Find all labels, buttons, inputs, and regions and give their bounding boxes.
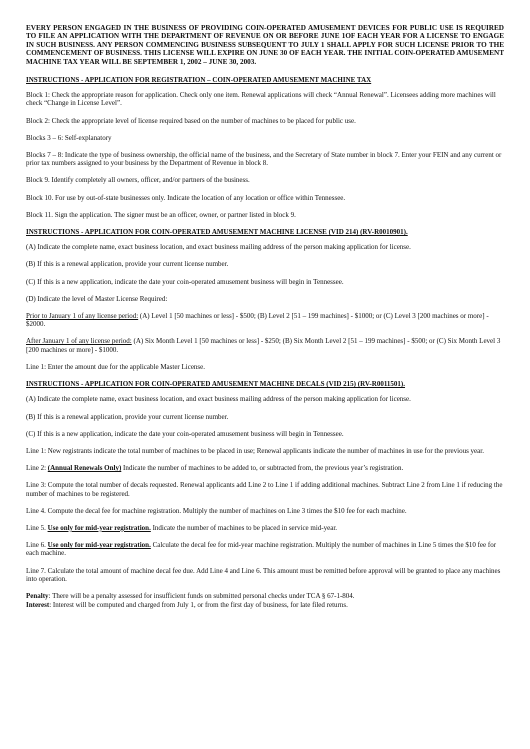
decals-line-5 — [26, 524, 504, 532]
interest-text: : Interest will be computed and charged from July 1, or from the first day of business, for late filed returns. — [49, 601, 348, 610]
line-2-prefix: Line 2: — [26, 464, 48, 473]
line-5-text: Indicate the number of machines to be placed in service mid-year. — [150, 523, 338, 532]
decals-item-c: (C) If this is a new application, indicate the date your coin-operated amusement business will begin in Tennessee. — [26, 429, 344, 438]
mid-year-note-line-6: Use only for mid-year registration. — [47, 541, 151, 550]
line-2-text: Indicate the number of machines to be added to, or subtracted from, the previous year’s registration. — [121, 464, 404, 473]
registration-blocks-7-8: Blocks 7 – 8: Indicate the type of business ownership, the official name of the business, and the Secretary of State number in block 7. Enter your FEIN and any current or prior tax numbers assigned to your business by the Department of Revenue in block 8. — [26, 151, 502, 168]
penalty-text: : There will be a penalty assessed for insufficient funds on submitted personal checks under TCA § 67-1-804. — [48, 591, 355, 600]
license-line-1: Line 1: Enter the amount due for the applicable Master License. — [26, 362, 206, 371]
license-after-period — [26, 337, 504, 353]
license-item-c: (C) If this is a new application, indicate the date your coin-operated amusement business will begin in Tennessee. — [26, 277, 344, 286]
registration-block-11: Block 11. Sign the application. The signer must be an officer, owner, or partner listed in block 9. — [26, 210, 296, 219]
registration-block-9: Block 9. Identify completely all owners, officer, and/or partners of the business. — [26, 176, 250, 185]
mid-year-note-line-5: Use only for mid-year registration. — [47, 523, 151, 532]
prior-period-text: (A) Level 1 [50 machines or less] - $500; (B) Level 2 [51 – 199 machines] - $1000; or (C) Level 3 [200 machines or more] - $2000. — [26, 312, 489, 329]
penalty-note — [26, 592, 504, 600]
decals-line-7: Line 7. Calculate the total amount of machine decal fee due. Add Line 4 and Line 6. This amount must be remitted before approval will be granted to place any machines into operation. — [26, 566, 501, 583]
decals-line-1: Line 1: New registrants indicate the total number of machines to be placed in use; Renewal applicants indicate the number of machines in use for the previous year. — [26, 446, 484, 455]
registration-heading: INSTRUCTIONS - APPLICATION FOR REGISTRATION – COIN-OPERATED AMUSEMENT MACHINE TAX — [26, 76, 372, 85]
license-item-d: (D) Indicate the level of Master License Required: — [26, 294, 168, 303]
decals-item-a: (A) Indicate the complete name, exact business location, and exact business mailing address of the person making application for license. — [26, 395, 411, 404]
license-prior-period — [26, 312, 504, 328]
line-6-text: Calculate the decal fee for mid-year machine registration. Multiply the number of machines in Line 5 times the $10 fee for each machine. — [26, 541, 497, 558]
penalty-label: Penalty — [26, 591, 49, 600]
decals-line-3: Line 3: Compute the total number of decals requested. Renewal applicants add Line 2 to Line 1 if adding additional machines. Subtract Line 2 from Line 1 if reducing the number of machines to be registered. — [26, 481, 503, 498]
intro-notice: EVERY PERSON ENGAGED IN THE BUSINESS OF PROVIDING COIN-OPERATED AMUSEMENT DEVICES FOR PUBLIC USE IS REQUIRED TO FILE AN APPLICATION WITH THE DEPARTMENT OF REVENUE ON OR BEFORE JUNE 1OF EACH YEAR FOR A LICENSE TO ENGAGE IN SUCH BUSINESS. ANY PERSON COMMENCING BUSINESS SUBSEQUENT TO JULY 1 SHALL APPLY FOR SUCH LICENSE PRIOR TO THE COMMENCEMENT OF BUSINESS. THIS LICENSE WILL EXPIRE ON JUNE 30 OF EACH YEAR. THE INITIAL COIN-OPERATED AMUSEMENT MACHINE TAX YEAR WILL BE SEPTEMBER 1, 2002 – JUNE 30, 2003. — [26, 24, 504, 66]
registration-block-2: Block 2: Check the appropriate level of license required based on the number of machines to be placed for public use. — [26, 116, 356, 125]
annual-renewals-only-note: (Annual Renewals Only) — [47, 464, 122, 473]
registration-blocks-3-6: Blocks 3 – 6: Self-explanatory — [26, 133, 112, 142]
registration-block-10: Block 10. For use by out-of-state businesses only. Indicate the location of any location or office within Tennessee. — [26, 193, 346, 202]
decals-heading: INSTRUCTIONS - APPLICATION FOR COIN-OPERATED AMUSEMENT MACHINE DECALS (VID 215) (RV-R0011501). — [26, 380, 406, 389]
interest-label: Interest — [26, 601, 50, 610]
decals-line-2 — [26, 464, 504, 472]
decals-line-4: Line 4. Compute the decal fee for machine registration. Multiply the number of machines on Line 3 times the $10 fee for each machine. — [26, 506, 407, 515]
license-item-a: (A) Indicate the complete name, exact business location, and exact business mailing address of the person making application for license. — [26, 243, 411, 252]
decals-item-b: (B) If this is a renewal application, provide your current license number. — [26, 412, 229, 421]
license-item-b: (B) If this is a renewal application, provide your current license number. — [26, 260, 229, 269]
line-6-prefix: Line 6. — [26, 541, 48, 550]
license-heading: INSTRUCTIONS - APPLICATION FOR COIN-OPERATED AMUSEMENT MACHINE LICENSE (VID 214) (RV-R0010901). — [26, 228, 408, 237]
line-5-prefix: Line 5. — [26, 523, 48, 532]
interest-note — [26, 601, 504, 609]
prior-period-label: Prior to January 1 of any license period: — [26, 312, 139, 321]
after-period-label: After January 1 of any license period: — [26, 337, 132, 346]
decals-line-6 — [26, 541, 504, 557]
after-period-text: (A) Six Month Level 1 [50 machines or less] - $250; (B) Six Month Level 2 [51 – 199 machines] - $500; or (C) Six Month Level 3 [200 machines or more] - $1000. — [26, 337, 501, 354]
registration-block-1: Block 1: Check the appropriate reason for application. Check only one item. Renewal applications will check “Annual Renewal”. Licensees adding more machines will check “Change in License Level”. — [26, 91, 496, 108]
